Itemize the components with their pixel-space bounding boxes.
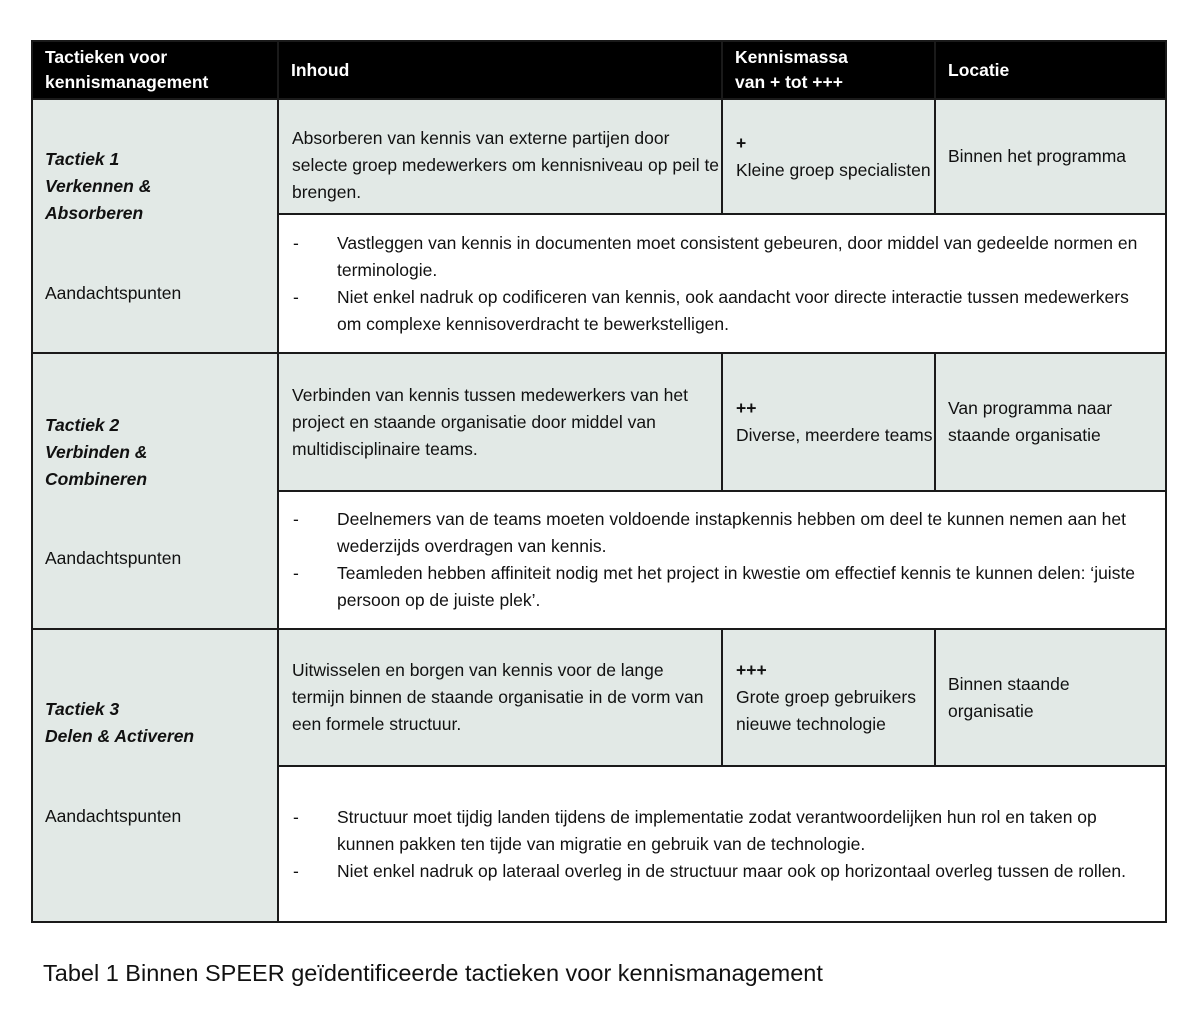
header-mass-line2: van + tot +++ (735, 72, 843, 92)
mass-cell (722, 629, 935, 766)
content-cell: Absorberen van kennis van externe partijen door selecte groep medewerkers om kennisniveau op peil te brengen. (278, 99, 722, 214)
header-tactic (32, 41, 278, 99)
table-header-row (32, 41, 1166, 99)
header-tactic-line2: kennismanagement (45, 72, 209, 92)
tactic-number: Tactiek 2 (45, 415, 120, 435)
attention-label: Aandachtspunten (45, 283, 182, 303)
location-cell: Binnen het programma (935, 99, 1166, 214)
mass-cell (722, 353, 935, 491)
mass-level: ++ (736, 398, 757, 418)
header-tactic-line1: Tactieken voor (45, 47, 168, 67)
header-mass-line1: Kennismassa (735, 47, 848, 67)
attention-point: - Niet enkel nadruk op codificeren van kennis, ook aandacht voor directe interactie tussen medewerkers om complexe kennisoverdracht te bewerkstelligen. (293, 284, 1165, 338)
tactic-cell (32, 629, 278, 922)
mass-level: +++ (736, 660, 767, 680)
attention-points-list (293, 506, 1165, 614)
attention-point: - Niet enkel nadruk op lateraal overleg in de structuur maar ook op horizontaal overleg tussen de rollen. (293, 858, 1165, 885)
tactic-name-line2: Combineren (45, 469, 148, 489)
table-row (32, 629, 1166, 766)
location-cell: Van programma naar staande organisatie (935, 353, 1166, 491)
header-mass (722, 41, 935, 99)
attention-points-cell (278, 491, 1166, 629)
tactic-number: Tactiek 1 (45, 149, 120, 169)
tactic-name-line2: Absorberen (45, 203, 144, 223)
table-row (32, 353, 1166, 491)
attention-point: - Vastleggen van kennis in documenten moet consistent gebeuren, door middel van gedeelde normen en terminologie. (293, 230, 1165, 284)
tactic-name-line1: Delen & Activeren (45, 726, 195, 746)
content-cell: Uitwisselen en borgen van kennis voor de lange termijn binnen de staande organisatie in de vorm van een formele structuur. (278, 629, 722, 766)
attention-points-list (293, 230, 1165, 338)
attention-point: - Deelnemers van de teams moeten voldoende instapkennis hebben om deel te kunnen nemen aan het wederzijds overdragen van kennis. (293, 506, 1165, 560)
tactic-number: Tactiek 3 (45, 699, 120, 719)
attention-points-list (293, 804, 1165, 885)
table-caption: Tabel 1 Binnen SPEER geïdentificeerde tactieken voor kennismanagement (43, 960, 823, 986)
attention-label: Aandachtspunten (45, 806, 182, 826)
attention-points-cell (278, 766, 1166, 922)
attention-point: - Structuur moet tijdig landen tijdens de implementatie zodat verantwoordelijken hun rol en taken op kunnen pakken ten tijde van migratie en gebruik van de technologie. (293, 804, 1165, 858)
tactic-cell (32, 353, 278, 629)
attention-point: - Teamleden hebben affiniteit nodig met het project in kwestie om effectief kennis te kunnen delen: ‘juiste persoon op de juiste plek’. (293, 560, 1165, 614)
mass-description: Kleine groep specialisten (736, 159, 931, 180)
tactic-name-line1: Verkennen & (45, 176, 152, 196)
tactics-table (31, 40, 1167, 923)
mass-description: Diverse, meerdere teams (736, 425, 933, 445)
tactic-name-line1: Verbinden & (45, 442, 148, 462)
location-cell: Binnen staande organisatie (935, 629, 1166, 766)
content-cell: Verbinden van kennis tussen medewerkers van het project en staande organisatie door middel van multidisciplinaire teams. (278, 353, 722, 491)
attention-points-cell (278, 214, 1166, 353)
header-location: Locatie (935, 41, 1166, 99)
header-content: Inhoud (278, 41, 722, 99)
mass-cell (722, 99, 935, 214)
table-row (32, 99, 1166, 214)
tactic-cell (32, 99, 278, 353)
mass-level: + (736, 132, 747, 153)
mass-description: Grote groep gebruikers nieuwe technologie (736, 687, 916, 734)
attention-label: Aandachtspunten (45, 548, 182, 568)
